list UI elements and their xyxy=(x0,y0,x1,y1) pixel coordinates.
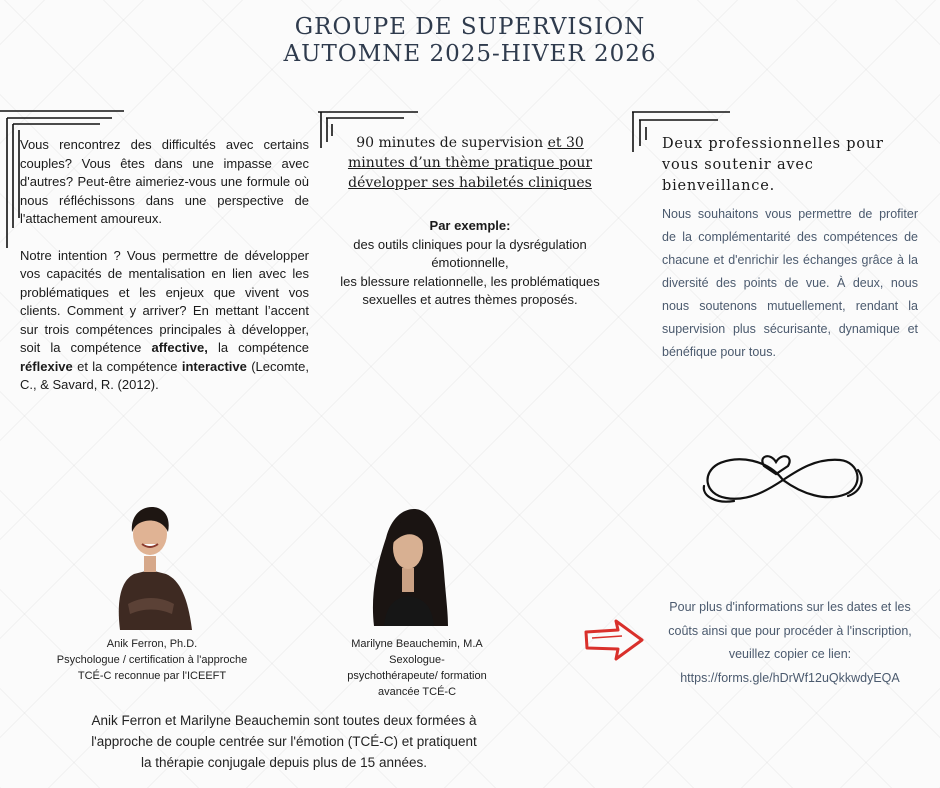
example-line-2: les blessure relationnelle, les problématiques sexuelles et autres thèmes proposés. xyxy=(340,273,600,307)
statement-line-1: Anik Ferron et Marilyne Beauchemin sont toutes deux formées à xyxy=(91,713,477,728)
example-title: Par exemple: xyxy=(429,218,511,233)
infinity-heart-icon xyxy=(698,446,868,515)
intro-paragraph: Vous rencontrez des difficultés avec certains couples? Vous êtes dans une impasse avec d'autres? Peut-être aimeriez-vous une formule où nous réfléchissons dans une perspective de l'attachement amoureux. xyxy=(20,137,309,226)
statement-line-3: la thérapie conjugale depuis plus de 15 années. xyxy=(141,755,427,770)
info-text: Pour plus d'informations sur les dates et les coûts ainsi que pour procéder à l'inscription, veuillez copier ce lien: xyxy=(668,600,912,661)
professionals-column xyxy=(662,134,918,364)
page-title xyxy=(0,14,940,68)
intro-column xyxy=(20,136,309,413)
person-2-caption xyxy=(314,636,520,700)
title-line-2: AUTOMNE 2025-HIVER 2026 xyxy=(283,41,657,67)
professionals-heading: Deux professionnelles pour vous soutenir avec bienveillance. xyxy=(662,136,884,194)
intention-paragraph: Notre intention ? Vous permettre de développer vos capacités de mentalisation en lien avec les problématiques et les enjeux que vivent vos clients. Comment y arriver? En mettant l’accent sur trois compétences principales à développer, soit la compétence affective, la compétence réflexive et la compétence interactive (Lecomte, C., & Savard, R. (2012). xyxy=(20,247,309,392)
statement-line-2: l'approche de couple centrée sur l'émotion (TCÉ-C) et pratiquent xyxy=(91,734,477,749)
person-2-role-1: Sexologue- xyxy=(389,654,445,666)
title-line-1: GROUPE DE SUPERVISION xyxy=(294,14,646,40)
training-statement xyxy=(50,710,518,773)
avatar xyxy=(102,500,198,635)
person-1-role-1: Psychologue / certification à l'approche xyxy=(56,654,248,666)
person-1-caption xyxy=(32,636,272,684)
avatar xyxy=(368,502,450,631)
person-2-name: Marilyne Beauchemin, M.A xyxy=(351,638,483,650)
registration-link[interactable]: https://forms.gle/hDrWf12uQkkwdyEQA xyxy=(680,670,900,685)
example-line-1: des outils cliniques pour la dysrégulation émotionnelle, xyxy=(353,236,587,270)
info-block xyxy=(655,596,925,690)
arrow-right-icon xyxy=(584,618,644,667)
professionals-text: Nous souhaitons vous permettre de profiter de la complémentarité des compétences de chacune et d'enrichir les échanges grâce à la diversité des points de vue. À deux, nous nous soutenons mutuellement, rendant la supervision plus sécurisante, dynamique et bénéfique pour tous. xyxy=(662,207,918,359)
program-column xyxy=(325,133,615,310)
person-2-role-2: psychothérapeute/ formation xyxy=(347,670,487,682)
program-heading: 90 minutes de supervision et 30 minutes d’un thème pratique pour développer ses habiletés cliniques xyxy=(347,135,593,191)
person-1-role-2: TCÉ-C reconnue par l'ICEEFT xyxy=(77,670,227,682)
person-2-role-3: avancée TCÉ-C xyxy=(377,686,457,698)
person-1-name: Anik Ferron, Ph.D. xyxy=(106,638,198,650)
